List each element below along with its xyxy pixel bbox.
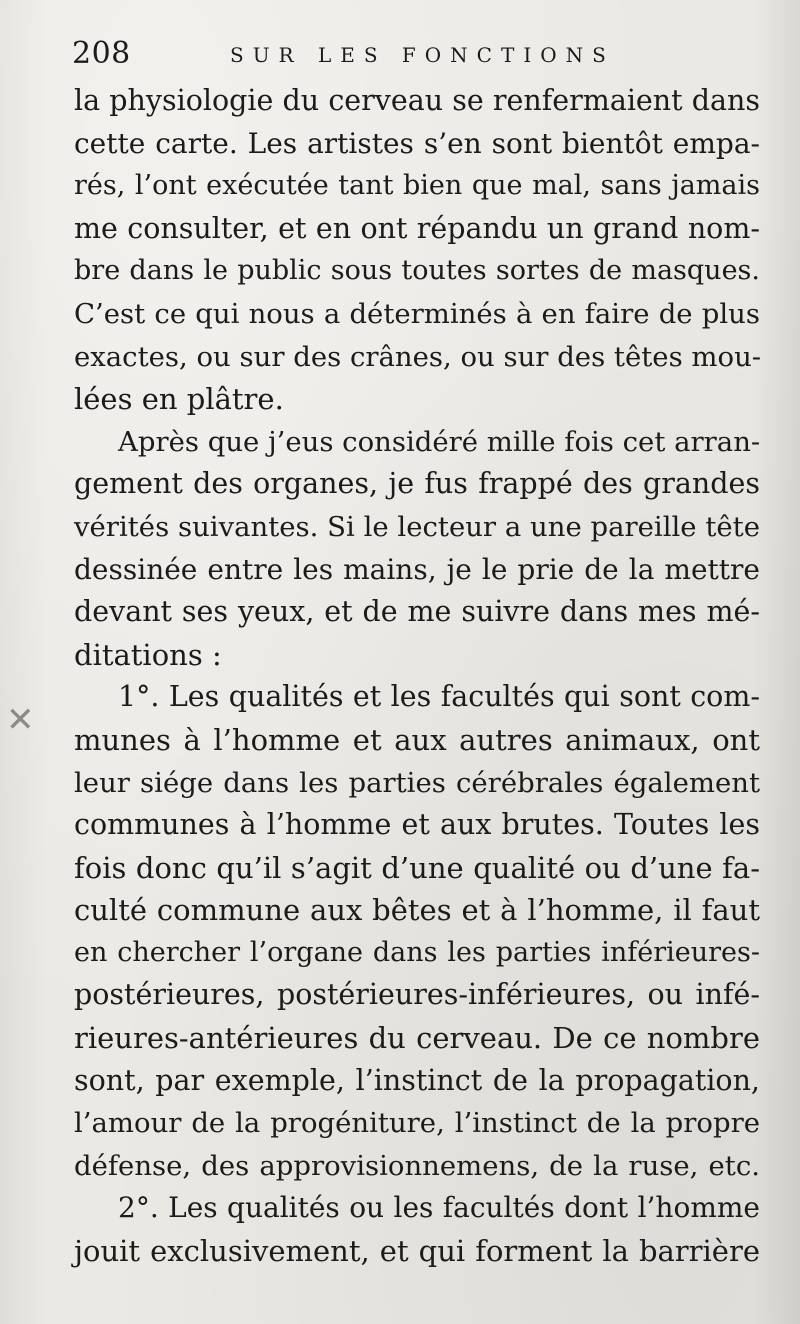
text-line: 2°. Les qualités ou les facultés dont l’homme <box>118 1191 760 1225</box>
text-line: fois donc qu’il s’agit d’une qualité ou d’une fa- <box>74 850 760 885</box>
text-line: exactes, ou sur des crânes, ou sur des têtes mou- <box>74 340 762 373</box>
text-line: l’amour de la progéniture, l’instinct de la propre <box>74 1107 760 1140</box>
running-head <box>72 34 762 74</box>
text-line: cette carte. Les artistes s’en sont bientôt empa- <box>74 126 760 160</box>
text-line: la physiologie du cerveau se renfermaient dans <box>74 84 760 117</box>
text-line: postérieures, postérieures-inférieures, ou infé- <box>74 978 760 1012</box>
text-line: bre dans le public sous toutes sortes de masques. <box>74 255 760 287</box>
text-line: défense, des approvisionnemens, de la ruse, etc. <box>74 1149 760 1182</box>
text-line: en chercher l’organe dans les parties inférieures- <box>74 936 760 968</box>
text-line: munes à l’homme et aux autres animaux, ont <box>74 722 760 757</box>
text-line: jouit exclusivement, et qui forment la barrière <box>74 1234 760 1269</box>
margin-pencil-mark: ✕ <box>6 700 35 740</box>
text-line: devant ses yeux, et de me suivre dans mes mé- <box>74 595 760 629</box>
text-line: C’est ce qui nous a déterminés à en faire de plus <box>74 297 760 330</box>
text-line: Après que j’eus considéré mille fois cet arran- <box>118 425 761 458</box>
text-line: dessinée entre les mains, je le prie de la mettre <box>74 552 760 586</box>
text-line: rieures-antérieures du cerveau. De ce nombre <box>74 1021 760 1056</box>
text-line: gement des organes, je fus frappé des grandes <box>74 467 760 501</box>
text-line: communes à l’homme et aux brutes. Toutes les <box>74 808 760 842</box>
text-line: culté commune aux bêtes et à l’homme, il faut <box>74 893 760 928</box>
text-line: rés, l’ont exécutée tant bien que mal, sans jamais <box>74 170 760 202</box>
text-line: ditations : <box>74 637 222 672</box>
text-line: vérités suivantes. Si le lecteur a une pareille tête <box>74 510 760 543</box>
page-number: 208 <box>72 36 131 71</box>
text-line: 1°. Les qualités et les facultés qui sont com- <box>118 680 760 714</box>
body-text <box>74 80 760 1273</box>
text-line: sont, par exemple, l’instinct de la propagation, <box>74 1063 760 1097</box>
text-line: lées en plâtre. <box>74 382 284 417</box>
text-line: me consulter, et en ont répandu un grand nom- <box>74 211 760 245</box>
text-line: leur siége dans les parties cérébrales également <box>74 766 760 799</box>
running-title: SUR LES FONCTIONS <box>230 43 615 67</box>
